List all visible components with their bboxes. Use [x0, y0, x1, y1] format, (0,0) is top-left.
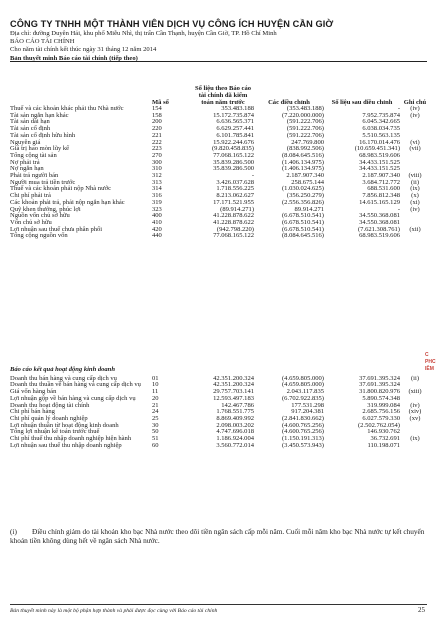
row-adjust-value: 258.675.144 [291, 178, 324, 186]
row-label: Nguồn vốn chủ sở hữu [10, 212, 70, 220]
row-label: Tài sản cố định hữu hình [10, 131, 76, 139]
report-title: BÁO CÁO TÀI CHÍNH [10, 38, 75, 46]
row-after-value: 6.027.579.330 [362, 414, 400, 422]
company-name: CÔNG TY TNHH MỘT THÀNH VIÊN DỊCH VỤ CÔNG ÍCH HUYỆN CẦN GIỜ [10, 19, 334, 29]
row-adjust-value: (8.084.645.516) [281, 232, 324, 240]
row-note: (ii) [411, 178, 419, 186]
row-after-value: 6.038.034.735 [362, 125, 400, 133]
row-label: Phải trả người bán [10, 172, 59, 180]
header-note: Ghi chú [403, 99, 427, 106]
header-after: Số liệu sau điều chỉnh [331, 99, 393, 106]
footer-text: Bản thuyết minh này là một bộ phận hợp thành và phải được đọc cùng với Báo cáo tài chính [10, 608, 218, 614]
row-note: (xiv) [408, 408, 422, 416]
row-ma-so: 60 [152, 441, 159, 449]
footnote-text: Điều chỉnh giảm do tài khoản kho bạc Nhà nước theo dõi tiền ngân sách cấp mỗi năm. Cuối mỗi năm kho bạc Nhà nước tự kết chuyển khoản tiền không dùng hết về ngân sách Nhà nước. [10, 527, 425, 546]
row-label: Chi phí thuế thu nhập doanh nghiệp hiện hành [10, 435, 132, 443]
row-label: Nợ ngắn hạn [10, 165, 44, 173]
stamp-line: PHC [425, 359, 436, 365]
row-ma-so: 270 [152, 151, 162, 159]
stamp-line: IÊM [425, 366, 434, 372]
row-before-value: (9.820.458.835) [211, 145, 254, 153]
row-after-value: 110.198.071 [367, 441, 400, 449]
row-note: (iv) [410, 401, 420, 409]
row-adjust-value: (6.702.922.835) [281, 394, 324, 402]
row-label: Tổng cộng nguồn vốn [10, 232, 68, 240]
row-adjust-value: (2.841.830.662) [281, 414, 324, 422]
row-before-value: 4.747.696.018 [216, 428, 254, 436]
row-ma-so: 313 [152, 178, 162, 186]
row-adjust-value: (4.600.765.256) [281, 428, 324, 436]
row-after-value: (10.659.451.341) [354, 145, 400, 153]
row-ma-so: 154 [152, 105, 162, 112]
row-after-value: 3.684.712.772 [362, 178, 400, 186]
report-period: Cho năm tài chính kết thúc ngày 31 tháng 12 năm 2014 [10, 46, 157, 54]
row-ma-so: 51 [152, 435, 159, 443]
document-header [10, 19, 425, 63]
row-after-value: - [397, 205, 400, 213]
row-note [400, 160, 430, 167]
row-ma-so: 220 [152, 125, 162, 133]
row-ma-so: 30 [152, 421, 159, 429]
company-address: Địa chỉ: đường Duyên Hải, khu phố Miễu Nhì, thị trấn Cần Thạnh, huyện Cần Giờ, TP. Hồ Chí Minh [10, 30, 277, 37]
row-label: Chi phí phải trả [10, 192, 51, 200]
row-adjust-value: (6.678.510.541) [281, 225, 324, 233]
footer-rule [10, 604, 427, 605]
row-ma-so: 312 [152, 172, 162, 180]
row-adjust-value: (591.222.706) [286, 131, 324, 139]
row-note [400, 119, 430, 126]
row-after-value: 37.691.395.324 [359, 381, 400, 389]
table-header-row [10, 85, 430, 106]
row-after-value: 16.170.014.476 [359, 138, 400, 146]
row-label: Lợi nhuận gộp về bán hàng và cung cấp dịch vụ [10, 394, 136, 402]
row-label: Vốn chủ sở hữu [10, 218, 52, 226]
row-label: Nợ phải trả [10, 158, 40, 166]
row-ma-so: 300 [152, 158, 162, 166]
header-rule [10, 61, 427, 62]
row-after-value: 68.983.519.606 [359, 232, 400, 240]
row-note: (vi) [410, 138, 420, 146]
row-after-value: 34.433.151.525 [359, 158, 400, 166]
header-ma-so: Mã số [152, 99, 169, 106]
row-note: (x) [411, 192, 419, 200]
row-after-value: 319.999.084 [367, 401, 400, 409]
row-adjust-value: 89.914.271 [294, 205, 324, 213]
row-note: (xiii) [408, 388, 422, 396]
row-after-value: 34.433.151.525 [359, 165, 400, 173]
row-adjust-value: (591.222.706) [286, 125, 324, 133]
row-ma-so: 222 [152, 138, 162, 146]
row-after-value: 5.890.574.348 [362, 394, 400, 402]
row-adjust-value: (8.084.645.516) [281, 151, 324, 159]
row-ma-so: 11 [152, 388, 159, 396]
row-before-value: 1.768.551.775 [216, 408, 254, 416]
row-adjust-value: (4.659.805.000) [281, 374, 324, 382]
row-ma-so: 21 [152, 401, 159, 409]
row-adjust-value: (1.406.134.975) [281, 158, 324, 166]
row-after-value: - [397, 105, 400, 112]
row-note: (ix) [410, 185, 420, 193]
row-adjust-value: 247.769.800 [291, 138, 324, 146]
row-before-value: 6.629.257.441 [216, 125, 254, 133]
row-note: (iv) [410, 205, 420, 213]
row-note: (iv) [410, 105, 420, 112]
row-label: Tài sản dài hạn [10, 118, 50, 126]
row-note: (ix) [410, 435, 420, 443]
report-subtitle: Bản thuyết minh Báo cáo tài chính (tiếp theo) [10, 54, 138, 62]
row-ma-so: 50 [152, 428, 159, 436]
row-label: Doanh thu hoạt động tài chính [10, 401, 90, 409]
row-after-value: 2.187.907.340 [362, 172, 400, 180]
row-adjust-value: (356.250.279) [286, 192, 324, 200]
row-before-value: 77.068.165.122 [213, 232, 254, 240]
header-adjust: Các điều chỉnh [268, 99, 310, 106]
row-ma-so: 200 [152, 118, 162, 126]
balance-adjustment-table [10, 85, 430, 240]
row-before-value: 29.757.703.141 [213, 388, 254, 396]
row-ma-so: 323 [152, 205, 162, 213]
row-ma-so: 440 [152, 232, 162, 240]
row-ma-so: 420 [152, 225, 162, 233]
row-after-value: 688.531.600 [367, 185, 400, 193]
row-before-value: 6.101.785.841 [216, 131, 254, 139]
row-adjust-value: (6.678.510.541) [281, 212, 324, 220]
row-label: Giá vốn hàng bán [10, 388, 57, 396]
row-label: Người mua trả tiền trước [10, 178, 76, 186]
row-ma-so: 01 [152, 374, 159, 382]
row-note [400, 423, 430, 430]
row-before-value: 42.351.200.324 [213, 374, 254, 382]
row-adjust-value: 2.187.907.340 [286, 172, 324, 180]
row-ma-so: 24 [152, 408, 159, 416]
row-ma-so: 158 [152, 111, 162, 119]
header-before: Số liệu theo Báo cáo tài chính đã kiểm toán năm trước [194, 85, 251, 106]
row-adjust-value: (6.678.510.541) [281, 218, 324, 226]
income-adjustment-table [10, 367, 430, 449]
row-before-value: 17.171.521.955 [213, 198, 254, 206]
row-label: Chi phí quản lý doanh nghiệp [10, 414, 88, 422]
row-note: (xii) [409, 225, 421, 233]
row-before-value: 12.593.497.183 [213, 394, 254, 402]
row-after-value: 146.930.762 [367, 428, 400, 436]
row-ma-so: 25 [152, 414, 159, 422]
row-note: (xi) [410, 198, 420, 206]
row-after-value: 5.510.563.135 [362, 131, 400, 139]
row-label: Các khoản phải trả, phải nộp ngắn hạn khác [10, 198, 125, 206]
stamp-mark [425, 352, 437, 412]
row-before-value: - [251, 172, 254, 180]
row-ma-so: 316 [152, 192, 162, 200]
row-adjust-value: (3.450.573.943) [281, 441, 324, 449]
row-before-value: 1.718.556.225 [216, 185, 254, 193]
row-after-value: (7.621.308.761) [357, 225, 400, 233]
row-after-value: (2.502.762.054) [357, 421, 400, 429]
row-after-value: 68.983.519.606 [359, 151, 400, 159]
row-after-value: 2.685.756.156 [362, 408, 400, 416]
row-label: Nguyên giá [10, 138, 41, 146]
row-label: Tổng lợi nhuận kế toán trước thuế [10, 428, 100, 436]
row-ma-so: 314 [152, 185, 162, 193]
row-ma-so: 221 [152, 131, 162, 139]
row-before-value: 35.839.286.500 [213, 158, 254, 166]
row-before-value: 3.426.037.628 [216, 178, 254, 186]
row-ma-so: 10 [152, 381, 159, 389]
row-after-value: 34.550.368.081 [359, 218, 400, 226]
row-label: Tài sản cố định [10, 125, 51, 133]
row-before-value: 41.228.878.622 [213, 218, 254, 226]
table-row [10, 233, 430, 240]
row-label: Lợi nhuận sau thuế thu nhập doanh nghiệp [10, 441, 122, 449]
row-before-value: 41.228.878.622 [213, 212, 254, 220]
row-before-value: 353.483.188 [221, 105, 254, 112]
row-adjust-value: (1.030.024.625) [281, 185, 324, 193]
row-label: Doanh thu bán hàng và cung cấp dịch vụ [10, 374, 117, 382]
row-note: (iv) [410, 111, 420, 119]
row-note [400, 443, 430, 450]
row-adjust-value: (353.483.188) [286, 105, 324, 112]
footnote [10, 527, 428, 546]
row-label: Thuế và các khoản khác phải thu Nhà nước [10, 105, 124, 112]
row-adjust-value: 917.204.381 [291, 408, 324, 416]
row-before-value: (942.798.220) [216, 225, 254, 233]
row-label: Thuế và các khoản phải nộp Nhà nước [10, 185, 111, 193]
row-note [400, 213, 430, 220]
row-note [400, 233, 430, 240]
row-before-value: 8.869.409.992 [216, 414, 254, 422]
table-row [10, 443, 430, 450]
row-after-value: 36.732.691 [370, 435, 400, 443]
row-label: Lợi nhuận sau thuế chưa phân phối [10, 225, 103, 233]
row-adjust-value: (4.600.765.256) [281, 421, 324, 429]
row-after-value: 7.952.735.874 [362, 111, 400, 119]
row-label: Giá trị hao mòn lũy kế [10, 145, 70, 153]
row-label: Tổng cộng tài sản [10, 151, 57, 159]
row-before-value: 2.098.003.202 [216, 421, 254, 429]
row-label: Quỹ khen thưởng, phúc lợi [10, 205, 81, 213]
row-before-value: 42.351.200.324 [213, 381, 254, 389]
row-after-value: 34.550.368.081 [359, 212, 400, 220]
row-adjust-value: (1.150.191.313) [281, 435, 324, 443]
row-before-value: 1.186.924.004 [216, 435, 254, 443]
row-ma-so: 310 [152, 165, 162, 173]
row-note: (ii) [411, 374, 419, 382]
header-label-blank [10, 85, 150, 106]
row-note [400, 126, 430, 133]
row-before-value: 8.213.062.627 [216, 192, 254, 200]
row-adjust-value: (7.220.000.000) [281, 111, 324, 119]
row-after-value: 7.856.812.348 [362, 192, 400, 200]
row-label: Lợi nhuận thuần từ hoạt động kinh doanh [10, 421, 119, 429]
row-adjust-value: (2.556.356.826) [281, 198, 324, 206]
row-note: (vii) [409, 145, 421, 153]
row-adjust-value: (838.992.506) [286, 145, 324, 153]
row-before-value: 3.560.772.014 [216, 441, 254, 449]
row-before-value: 77.068.165.122 [213, 151, 254, 159]
stamp-line: C [425, 352, 429, 358]
row-ma-so: 400 [152, 212, 162, 220]
row-before-value: 35.839.286.500 [213, 165, 254, 173]
row-after-value: 31.800.820.976 [359, 388, 400, 396]
row-adjust-value: (4.659.805.000) [281, 381, 324, 389]
row-label: Tài sản ngắn hạn khác [10, 111, 69, 119]
row-ma-so: 410 [152, 218, 162, 226]
row-note: (xv) [409, 414, 421, 422]
row-adjust-value: (1.406.134.975) [281, 165, 324, 173]
row-after-value: 14.615.165.129 [359, 198, 400, 206]
row-note [400, 153, 430, 160]
row-before-value: 15.172.735.874 [213, 111, 254, 119]
row-before-value: 6.636.565.371 [216, 118, 254, 126]
row-adjust-value: (591.222.706) [286, 118, 324, 126]
row-ma-so: 319 [152, 198, 162, 206]
row-adjust-value: 2.043.117.835 [286, 388, 324, 396]
row-after-value: 37.691.395.324 [359, 374, 400, 382]
row-ma-so: 223 [152, 145, 162, 153]
row-before-value: (89.914.271) [220, 205, 254, 213]
row-label: Doanh thu thuần về bán hàng và cung cấp dịch vụ [10, 381, 141, 389]
page-number: 25 [418, 606, 425, 614]
section-title: Báo cáo kết quả hoạt động kinh doanh [10, 366, 115, 373]
row-ma-so: 20 [152, 394, 159, 402]
row-before-value: 15.922.244.676 [213, 138, 254, 146]
row-after-value: 6.045.342.665 [362, 118, 400, 126]
row-note: (viii) [408, 172, 422, 180]
footnote-marker: (i) [10, 527, 17, 536]
row-before-value: 142.467.786 [221, 401, 254, 409]
row-adjust-value: 177.531.298 [291, 401, 324, 409]
row-label: Chi phí bán hàng [10, 408, 55, 416]
